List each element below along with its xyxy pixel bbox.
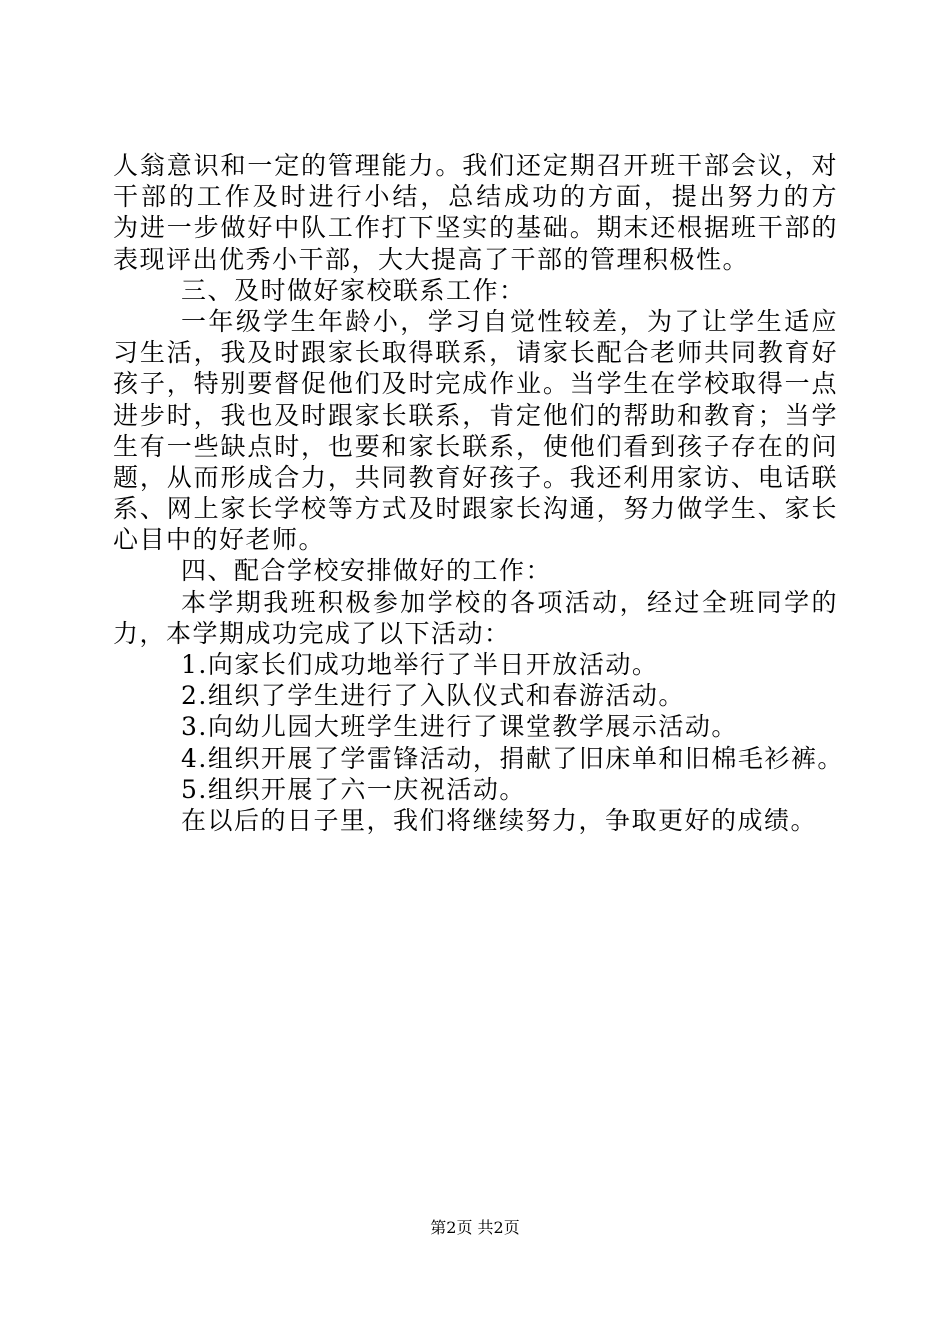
document-body [113, 150, 844, 836]
paragraph-line: 生有一些缺点时，也要和家长联系，使他们看到孩子存在的问 [113, 431, 838, 461]
paragraph-line: 进步时，我也及时跟家长联系，肯定他们的帮助和教育；当学 [113, 400, 838, 430]
paragraph-line: 系、网上家长学校等方式及时跟家长沟通，努力做学生、家长 [113, 494, 838, 524]
paragraph-line: 心目中的好老师。 [113, 525, 326, 555]
paragraph-line: 为进一步做好中队工作打下坚实的基础。期末还根据班干部的 [113, 213, 838, 243]
section-heading: 四、配合学校安排做好的工作： [181, 556, 553, 586]
section-heading: 三、及时做好家校联系工作： [181, 275, 526, 305]
list-item: 2.组织了学生进行了入队仪式和春游活动。 [181, 681, 685, 711]
paragraph-line: 习生活，我及时跟家长取得联系，请家长配合老师共同教育好 [113, 338, 838, 368]
paragraph-line: 本学期我班积极参加学校的各项活动，经过全班同学的 [181, 587, 838, 617]
list-item: 4.组织开展了学雷锋活动，捐献了旧床单和旧棉毛衫裤。 [181, 743, 844, 773]
paragraph-line: 孩子，特别要督促他们及时完成作业。当学生在学校取得一点 [113, 369, 838, 399]
paragraph-line: 人翁意识和一定的管理能力。我们还定期召开班干部会议，对 [113, 151, 838, 180]
paragraph-line: 在以后的日子里，我们将继续努力，争取更好的成绩。 [181, 805, 818, 835]
paragraph-line: 一年级学生年龄小，学习自觉性较差，为了让学生适应 [181, 306, 838, 336]
paragraph-line: 力，本学期成功完成了以下活动： [113, 618, 511, 648]
page-number-footer: 第2页 共2页 [430, 1218, 520, 1237]
paragraph-line: 干部的工作及时进行小结，总结成功的方面，提出努力的方 [113, 182, 838, 212]
paragraph-line: 表现评出优秀小干部，大大提高了干部的管理积极性。 [113, 244, 750, 274]
list-item: 5.组织开展了六一庆祝活动。 [181, 774, 526, 804]
paragraph-line: 题，从而形成合力，共同教育好孩子。我还利用家访、电话联 [113, 462, 838, 492]
list-item: 3.向幼儿园大班学生进行了课堂教学展示活动。 [181, 712, 738, 742]
list-item: 1.向家长们成功地举行了半日开放活动。 [181, 650, 659, 679]
